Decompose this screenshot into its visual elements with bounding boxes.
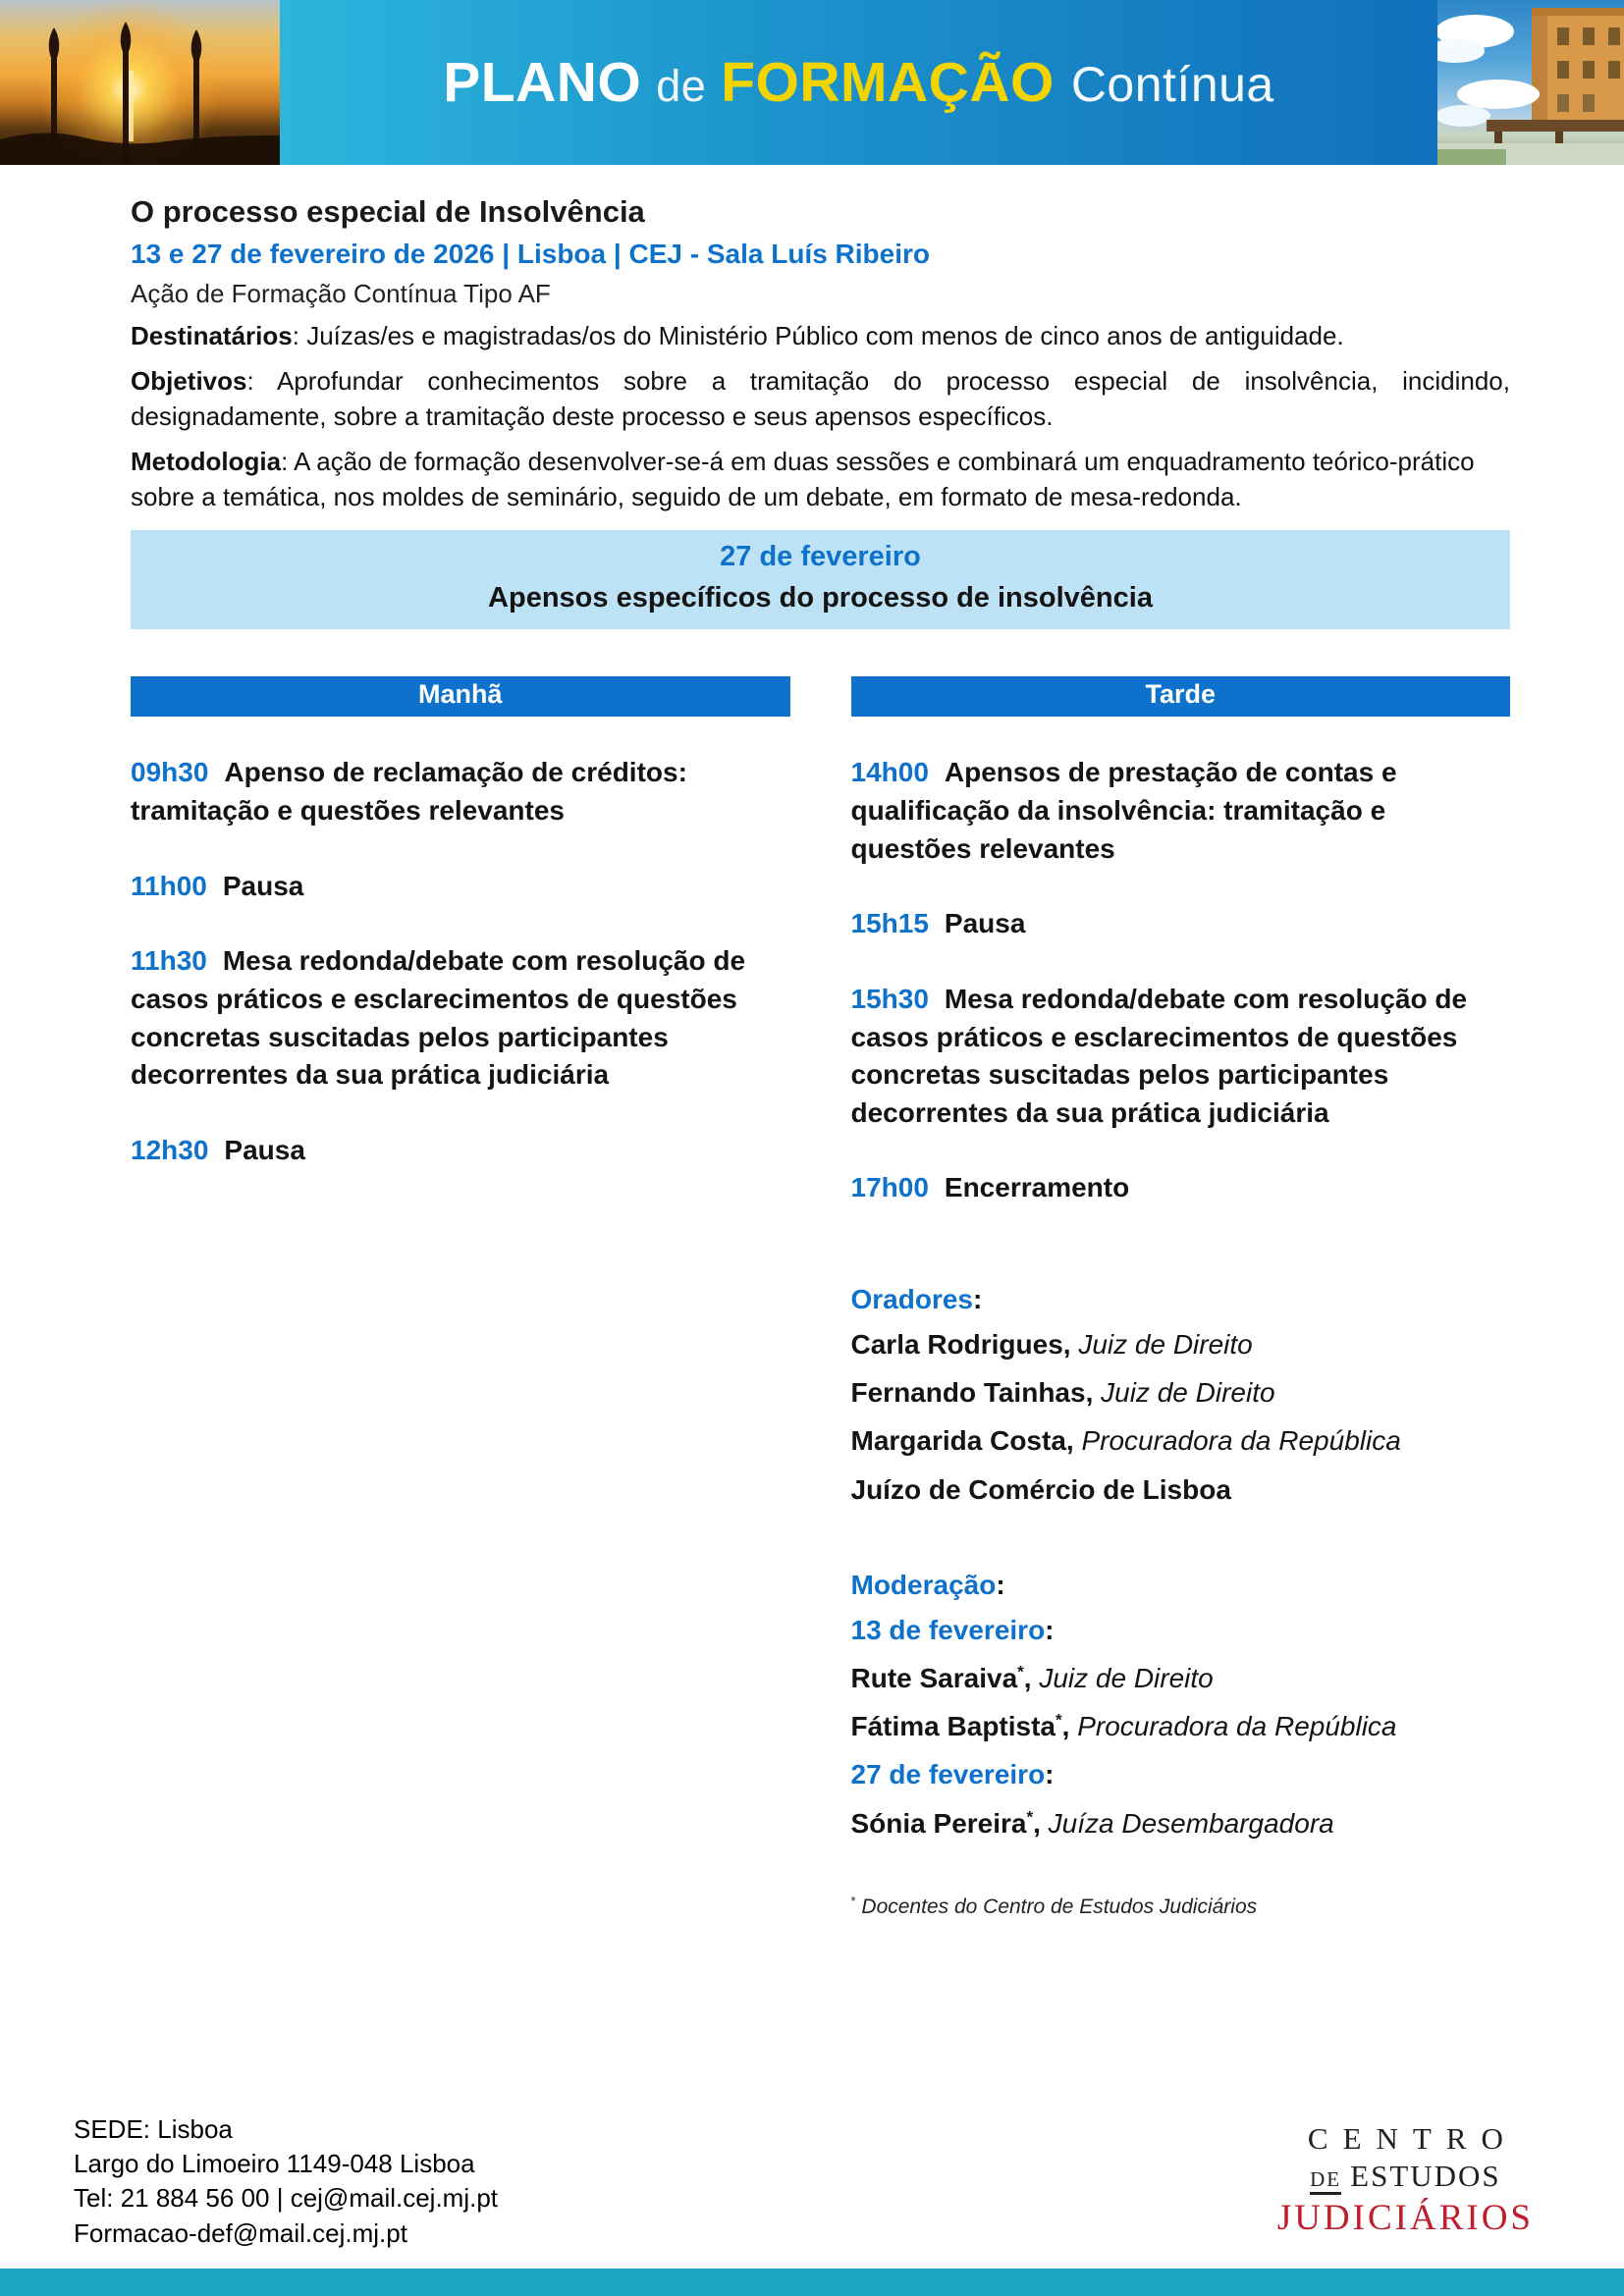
column-afternoon bbox=[851, 676, 1511, 1918]
speaker-line bbox=[851, 1421, 1511, 1460]
schedule-item bbox=[851, 1169, 1511, 1207]
building-sky-graphic bbox=[1437, 0, 1624, 165]
name-comma: , bbox=[1061, 1711, 1070, 1742]
footer-teal-bar bbox=[0, 2269, 1624, 2296]
docente-asterisk: * bbox=[1026, 1807, 1034, 1827]
speakers-heading: Oradores bbox=[850, 1284, 973, 1314]
moderation-group-date: 13 de fevereiro: bbox=[850, 1614, 1055, 1645]
moderator-name: Sónia Pereira bbox=[850, 1807, 1027, 1839]
schedule-time: 14h00 bbox=[850, 757, 929, 788]
footer-address-line: Formacao-def@mail.cej.mj.pt bbox=[74, 2217, 407, 2248]
moderator-line bbox=[851, 1707, 1511, 1745]
speakers-section bbox=[851, 1284, 1511, 1509]
speaker-role: Juiz de Direito bbox=[1078, 1329, 1253, 1360]
name-comma: , bbox=[1023, 1662, 1032, 1693]
moderator-line bbox=[851, 1804, 1511, 1842]
schedule-item bbox=[131, 754, 790, 829]
schedule-item bbox=[131, 1132, 790, 1170]
schedule-text: Pausa bbox=[222, 870, 304, 901]
paragraph-text: A ação de formação desenvolver-se-á em duas sessões e combinará um enquadramento teórico-prático sobre a temática, nos moldes de seminário, seguido de um debate, em formato de mesa-redonda. bbox=[131, 446, 1475, 511]
logo-line-centro: CENTRO bbox=[1307, 2121, 1518, 2156]
moderation-group-date: 27 de fevereiro: bbox=[850, 1759, 1055, 1790]
session-subtitle: Apensos específicos do processo de insolvência bbox=[488, 582, 1153, 614]
paragraph-destinatarios bbox=[131, 319, 1510, 354]
schedule-item bbox=[851, 981, 1511, 1133]
moderator-line bbox=[851, 1659, 1511, 1697]
moderator-name: Fátima Baptista bbox=[850, 1711, 1056, 1742]
paragraph-label: Objetivos bbox=[131, 365, 247, 396]
column-header-morning: Manhã bbox=[131, 676, 790, 717]
banner-word-continua: Contínua bbox=[1070, 57, 1274, 112]
course-type: Ação de Formação Contínua Tipo AF bbox=[131, 279, 551, 308]
moderation-heading: Moderação bbox=[850, 1569, 997, 1600]
paragraph-text: Aprofundar conhecimentos sobre a tramitação do processo especial de insolvência, incidindo, designadamente, sobre a tramitação deste processo e seus apensos específicos. bbox=[131, 365, 1510, 431]
moderator-name: Rute Saraiva bbox=[850, 1662, 1018, 1693]
schedule-item bbox=[131, 942, 790, 1095]
schedule-text: Mesa redonda/debate com resolução de casos práticos e esclarecimentos de questões concretas suscitadas pelos participantes decorrentes da sua prática judiciária bbox=[850, 983, 1468, 1128]
logo-line-de-estudos bbox=[1277, 2159, 1534, 2194]
banner-title bbox=[443, 50, 1274, 115]
schedule-item bbox=[851, 754, 1511, 868]
docente-asterisk: * bbox=[1056, 1710, 1062, 1730]
speaker-name: Margarida Costa bbox=[850, 1425, 1066, 1457]
schedule-time: 09h30 bbox=[131, 757, 209, 788]
name-comma: , bbox=[1085, 1377, 1094, 1409]
schedule-time: 15h30 bbox=[850, 983, 929, 1014]
session-banner bbox=[131, 530, 1510, 629]
footnote-text: Docentes do Centro de Estudos Judiciários bbox=[861, 1895, 1258, 1918]
schedule-time: 11h30 bbox=[131, 945, 207, 977]
moderator-role: Juíza Desembargadora bbox=[1048, 1807, 1334, 1839]
footnote-marker: * bbox=[850, 1893, 856, 1908]
footer-address bbox=[74, 2112, 498, 2251]
banner-word-formacao: FORMAÇÃO bbox=[721, 51, 1055, 114]
header-gradient bbox=[280, 0, 1437, 165]
header-banner bbox=[0, 0, 1624, 165]
footer-address-line: SEDE: Lisboa bbox=[74, 2113, 233, 2144]
label-colon: : bbox=[281, 446, 289, 476]
schedule-text: Pausa bbox=[224, 1134, 305, 1165]
speaker-role: Procuradora da República bbox=[1081, 1425, 1401, 1457]
name-comma: , bbox=[1065, 1425, 1074, 1457]
logo-word-estudos: ESTUDOS bbox=[1350, 2159, 1501, 2193]
footnote bbox=[851, 1894, 1511, 1919]
paragraph-label: Destinatários bbox=[131, 321, 293, 350]
heading-colon: : bbox=[996, 1569, 1005, 1600]
logo-line-judiciarios: JUDICIÁRIOS bbox=[1276, 2198, 1534, 2238]
header-photo-building bbox=[1437, 0, 1624, 165]
label-colon: : bbox=[292, 321, 299, 350]
speaker-org: Juízo de Comércio de Lisboa bbox=[850, 1473, 1231, 1505]
main-content bbox=[0, 194, 1624, 1919]
speaker-line bbox=[851, 1325, 1511, 1363]
paragraph-text: Juízas/es e magistradas/os do Ministério Público com menos de cinco anos de antiguidade. bbox=[306, 321, 1344, 350]
schedule-item bbox=[131, 868, 790, 906]
banner-word-de: de bbox=[656, 61, 707, 111]
column-morning bbox=[131, 676, 790, 1918]
schedule-text: Apenso de reclamação de créditos: tramitação e questões relevantes bbox=[131, 757, 687, 826]
heading-colon: : bbox=[1045, 1759, 1055, 1790]
schedule-time: 11h00 bbox=[131, 870, 207, 901]
course-title: O processo especial de Insolvência bbox=[131, 194, 645, 229]
schedule-time: 15h15 bbox=[850, 908, 929, 939]
heading-colon: : bbox=[973, 1284, 983, 1314]
schedule-text: Encerramento bbox=[944, 1172, 1130, 1203]
speaker-name: Fernando Tainhas bbox=[850, 1377, 1086, 1409]
speaker-line bbox=[851, 1373, 1511, 1412]
session-date: 27 de fevereiro bbox=[720, 541, 921, 573]
sunset-silhouette-graphic bbox=[0, 0, 280, 165]
heading-colon: : bbox=[1045, 1614, 1055, 1645]
schedule-time: 12h30 bbox=[131, 1134, 209, 1165]
speaker-name: Carla Rodrigues bbox=[850, 1329, 1063, 1360]
schedule-text: Mesa redonda/debate com resolução de casos práticos e esclarecimentos de questões concretas suscitadas pelos participantes decorrentes da sua prática judiciária bbox=[131, 945, 746, 1091]
moderator-role: Procuradora da República bbox=[1077, 1711, 1397, 1742]
header-photo-sunset bbox=[0, 0, 280, 165]
paragraph-label: Metodologia bbox=[131, 446, 282, 476]
logo-word-de: DE bbox=[1310, 2167, 1341, 2195]
schedule-item bbox=[851, 905, 1511, 943]
course-date-location: 13 e 27 de fevereiro de 2026 | Lisboa | CEJ - Sala Luís Ribeiro bbox=[131, 239, 931, 269]
column-header-afternoon: Tarde bbox=[851, 676, 1511, 717]
label-colon: : bbox=[246, 365, 254, 396]
name-comma: , bbox=[1033, 1807, 1041, 1839]
schedule-time: 17h00 bbox=[850, 1172, 929, 1203]
cej-logo bbox=[1277, 2121, 1534, 2239]
footer-address-line: Largo do Limoeiro 1149-048 Lisboa bbox=[74, 2148, 475, 2178]
schedule-columns bbox=[131, 676, 1510, 1918]
docente-asterisk: * bbox=[1017, 1662, 1024, 1682]
name-comma: , bbox=[1062, 1329, 1071, 1360]
paragraph-objetivos bbox=[131, 364, 1510, 435]
speaker-role: Juiz de Direito bbox=[1101, 1377, 1275, 1409]
paragraph-metodologia bbox=[131, 445, 1510, 515]
banner-word-plano: PLANO bbox=[443, 51, 642, 114]
moderator-role: Juiz de Direito bbox=[1039, 1662, 1214, 1693]
moderation-section bbox=[851, 1570, 1511, 1842]
schedule-text: Apensos de prestação de contas e qualificação da insolvência: tramitação e questões relevantes bbox=[850, 757, 1397, 864]
schedule-text: Pausa bbox=[944, 908, 1026, 939]
footer-address-line: Tel: 21 884 56 00 | cej@mail.cej.mj.pt bbox=[74, 2183, 499, 2214]
